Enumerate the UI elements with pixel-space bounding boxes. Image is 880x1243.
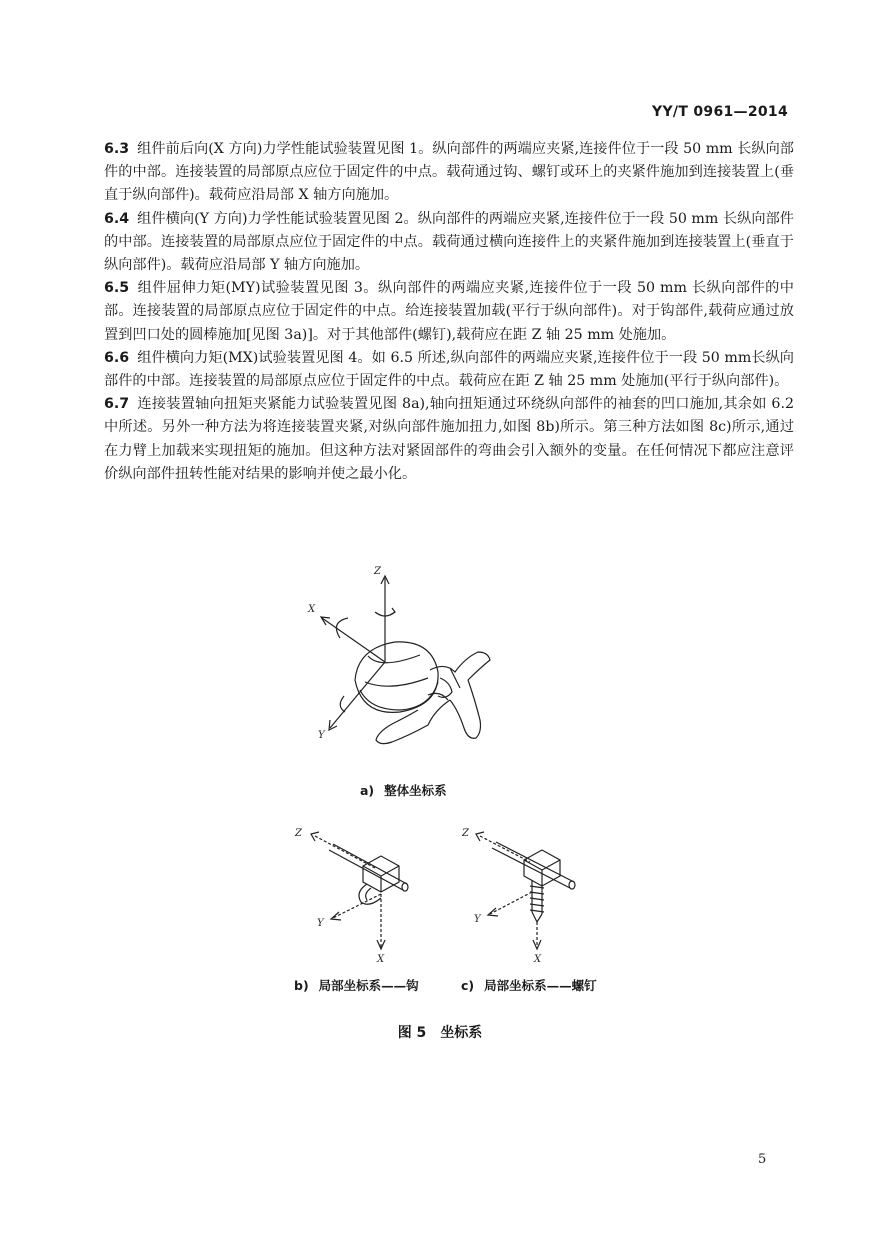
section-text: 组件前后向(X 方向)力学性能试验装置见图 1。纵向部件的两端应夹紧,连接件位于一段 50 mm 长纵向部件的中部。连接装置的局部原点应位于固定件的中点。载荷通过钩、螺钉或环上的夹紧件施加到连接装置上(垂直于纵向部件)。载荷应沿局部 X 轴方向施加。	[104, 141, 794, 204]
subfigure-a-caption	[360, 781, 447, 799]
axis-x-label: X	[377, 954, 385, 965]
section-number: 6.7	[104, 396, 130, 413]
figure-number: 图 5	[397, 1025, 427, 1041]
body-text	[104, 138, 794, 486]
section-text: 组件横向(Y 方向)力学性能试验装置见图 2。纵向部件的两端应夹紧,连接件位于一段 50 mm 长纵向部件的中部。连接装置的局部原点应位于固定件的中点。载荷通过横向连接件上的夹紧件施加到连接装置上(垂直于纵向部件)。载荷应沿局部 Y 轴方向施加。	[104, 210, 794, 274]
page-number: 5	[758, 1152, 767, 1167]
axis-x-label: X	[308, 604, 316, 615]
axis-y-label: Y	[317, 918, 324, 929]
section-number: 6.6	[104, 349, 130, 366]
axis-y-label: Y	[318, 730, 325, 741]
subfigure-letter: a)	[360, 783, 375, 798]
section-number: 6.3	[104, 141, 130, 157]
axis-z-label: Z	[374, 566, 381, 577]
axis-x-label: X	[534, 954, 542, 965]
axis-z-label: Z	[462, 828, 469, 839]
subfigure-b-caption	[294, 976, 419, 994]
subfigure-letter: c)	[461, 978, 475, 993]
section-6-4	[104, 208, 794, 278]
axis-z-label: Z	[295, 828, 302, 839]
figure-title-text: 坐标系	[440, 1025, 483, 1041]
vertebra-diagram	[300, 560, 530, 780]
section-number: 6.4	[104, 210, 130, 227]
section-text: 组件屈伸力矩(MY)试验装置见图 3。纵向部件的两端应夹紧,连接件位于一段 50 mm 长纵向部件的中部。连接装置的局部原点应位于固定件的中点。给连接装置加载(平行于纵向部件)。对于钩部件,载荷应通过放置到凹口处的圆棒施加[见图 3a)]。对于其他部件(螺钉),载荷应在距 Z 轴 25 mm 处施加。	[104, 280, 794, 343]
subfigure-letter: b)	[294, 978, 309, 993]
section-6-5	[104, 277, 794, 347]
subfigure-c-caption	[461, 976, 597, 994]
subfigure-caption-text: 整体坐标系	[384, 783, 447, 798]
figure-title	[0, 1022, 880, 1042]
screw-diagram	[462, 822, 592, 967]
subfigure-caption-text: 局部坐标系——钩	[318, 978, 419, 993]
subfigure-caption-text: 局部坐标系——螺钉	[484, 978, 597, 993]
section-number: 6.5	[104, 280, 130, 297]
standard-code: YY/T 0961—2014	[652, 104, 788, 120]
section-6-6	[104, 347, 794, 393]
section-6-3	[104, 138, 794, 208]
section-text: 连接装置轴向扭矩夹紧能力试验装置见图 8a),轴向扭矩通过环绕纵向部件的袖套的凹口施加,其余如 6.2 中所述。另外一种方法为将连接装置夹紧,对纵向部件施加扭力,如图 8b)所示。第三种方法如图 8c)所示,通过在力臂上加载来实现扭矩的施加。但这种方法对紧固部件的弯曲会引入额外的变量。在任何情况下都应注意评价纵向部件扭转性能对结果的影响并使之最小化。	[104, 396, 795, 482]
hook-diagram	[295, 822, 425, 967]
axis-y-label: Y	[474, 914, 481, 925]
section-text: 组件横向力矩(MX)试验装置见图 4。如 6.5 所述,纵向部件的两端应夹紧,连接件位于一段 50 mm长纵向部件的中部。连接装置的局部原点应位于固定件的中点。载荷应在距 Z 轴 25 mm 处施加(平行于纵向部件)。	[104, 349, 794, 390]
section-6-7	[104, 393, 794, 486]
